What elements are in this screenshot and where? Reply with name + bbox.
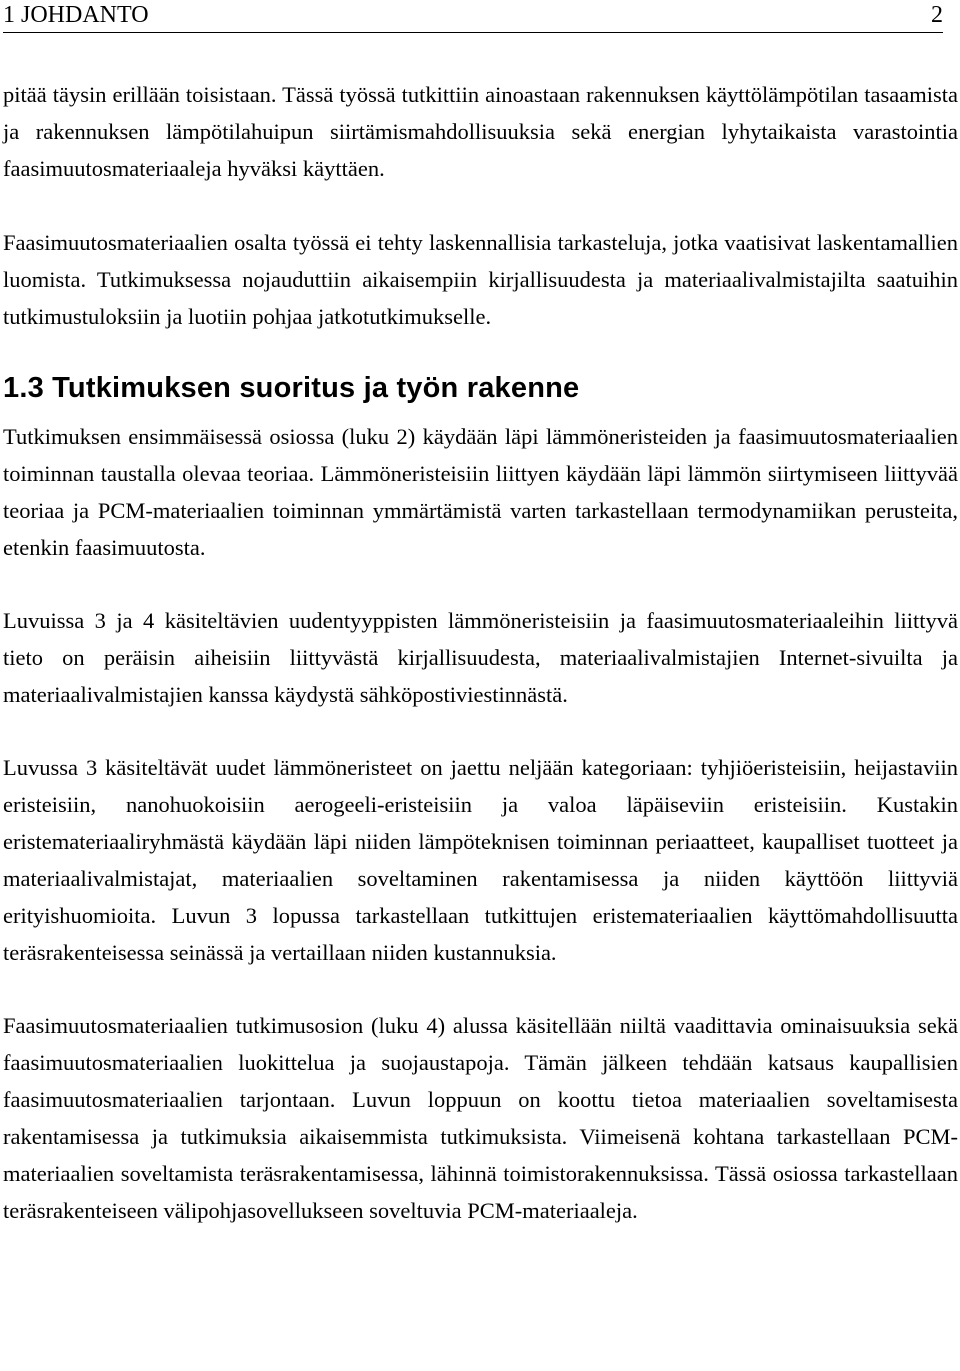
page-body xyxy=(3,76,958,1229)
page-number: 2 xyxy=(931,2,943,28)
running-header xyxy=(3,0,943,33)
paragraph-chapter-4: Faasimuutosmateriaalien tutkimusosion (luku 4) alussa käsitellään niiltä vaadittavia ominaisuuksia sekä faasimuutosmateriaalien luokittelua ja suojaustapoja. Tämän jälkeen tehdään katsaus kaupallisien faasimuutosmateriaalien tarjontaan. Luvun loppuun on koottu tietoa materiaalien soveltamisesta rakentamisessa ja tutkimuksia aikaisemmista tutkimuksista. Viimeisenä kohtana tarkastellaan PCM-materiaalien soveltamista teräsrakentamisessa, lähinnä toimistorakennuksissa. Tässä osiossa tarkastellaan teräsrakenteiseen välipohjasovellukseen soveltuvia PCM-materiaaleja. xyxy=(3,1013,958,1223)
paragraph-sources: Luvuissa 3 ja 4 käsiteltävien uudentyyppisten lämmöneristeisiin ja faasimuutosmateriaaleihin liittyvä tieto on peräisin aiheisiin liittyvästä kirjallisuudesta, materiaalivalmistajien Internet-sivuilta ja materiaalivalmistajien kanssa käydystä sähköpostiviestinnästä. xyxy=(3,608,958,707)
paragraph-method-overview: Tutkimuksen ensimmäisessä osiossa (luku 2) käydään läpi lämmöneristeiden ja faasimuutosmateriaalien toiminnan taustalla olevaa teoriaa. Lämmöneristeisiin liittyen käydään läpi lämmön siirtymiseen liittyvää teoriaa ja PCM-materiaalien toiminnan ymmärtämistä varten tarkastellaan termodynamiikan perusteita, etenkin faasimuutosta. xyxy=(3,424,958,560)
paragraph-chapter-3: Luvussa 3 käsiteltävät uudet lämmöneristeet on jaettu neljään kategoriaan: tyhjiöeristeisiin, heijastaviin eristeisiin, nanohuokoisiin aerogeeli-eristeisiin ja valoa läpäiseviin eristeisiin. Kustakin eristemateriaaliryhmästä käydään läpi niiden lämpöteknisen toiminnan periaatteet, kaupalliset tuotteet ja materiaalivalmistajat, materiaalien soveltaminen rakentamisessa ja niiden käyttöön liittyviä erityishuomioita. Luvun 3 lopussa tarkastellaan tutkittujen eristemateriaalien käyttömahdollisuutta teräsrakenteisessa seinässä ja vertaillaan niiden kustannuksia. xyxy=(3,755,958,965)
chapter-title: 1 JOHDANTO xyxy=(3,2,149,28)
paragraph-scope: Faasimuutosmateriaalien osalta työssä ei tehty laskennallisia tarkasteluja, jotka vaatisivat laskentamallien luomista. Tutkimuksessa nojauduttiin aikaisempiin kirjallisuudesta ja materiaalivalmistajilta saatuihin tutkimustuloksiin ja luotiin pohjaa jatkotutkimukselle. xyxy=(3,230,958,329)
section-heading: 1.3 Tutkimuksen suoritus ja työn rakenne xyxy=(3,372,580,404)
paragraph-intro: pitää täysin erillään toisistaan. Tässä työssä tutkittiin ainoastaan rakennuksen käyttölämpötilan tasaamista ja rakennuksen lämpötilahuipun siirtämismahdollisuuksia sekä energian lyhytaikaista varastointia faasimuutosmateriaaleja hyväksi käyttäen. xyxy=(3,82,958,181)
